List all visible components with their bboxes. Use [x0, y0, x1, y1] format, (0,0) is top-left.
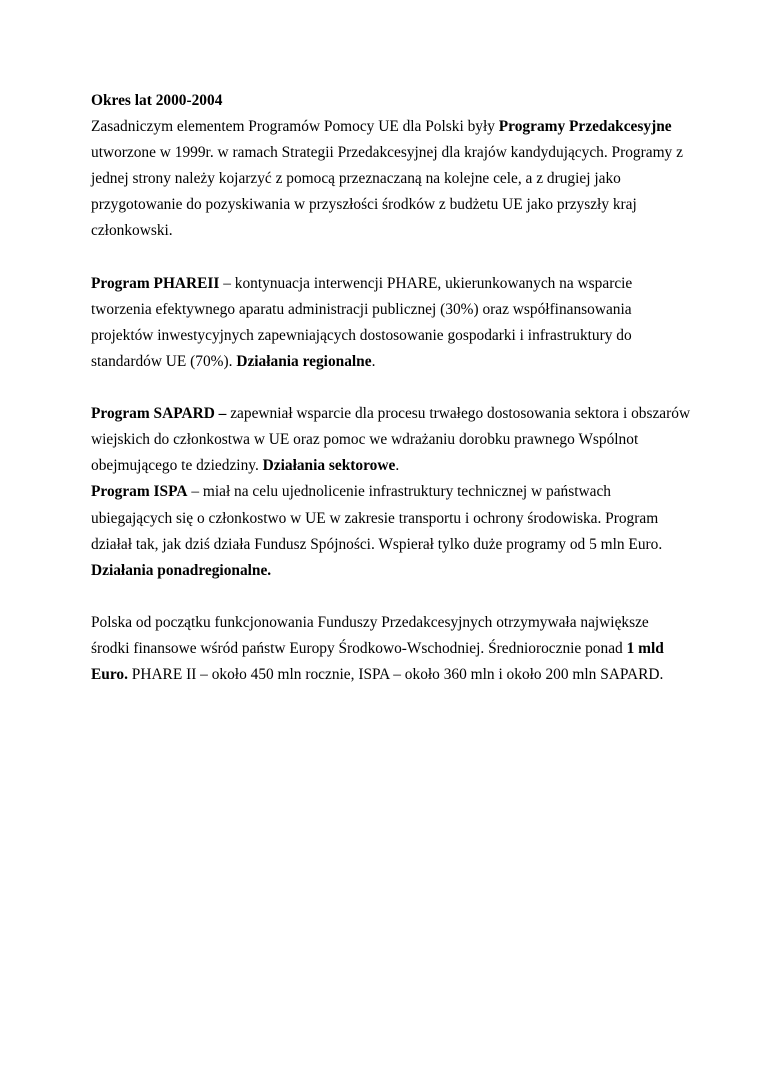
summary-bold-amount: 1 mld Euro. [91, 639, 664, 684]
phare-action: Działania regionalne [236, 352, 372, 370]
paragraph-spacer [91, 245, 691, 271]
intro-bold-programs: Programy Przedakcesyjne [498, 118, 672, 136]
ispa-title: Program ISPA [91, 483, 188, 501]
phare-title: Program PHAREII [91, 274, 220, 292]
intro-text-2: utworzone w 1999r. w ramach Strategii Przedakcesyjnej dla krajów kandydujących. Programy z jednej strony należy kojarzyć z pomocą przeznaczaną na kolejne cele, a z drugiej jako przygotowanie do pozyskiwania w przyszłości środków z budżetu UE jako przyszły kraj członkowski. [91, 144, 683, 240]
paragraph-spacer [91, 584, 691, 610]
sapard-paragraph [91, 401, 691, 479]
sapard-title: Program SAPARD – [91, 405, 227, 423]
section-heading [91, 88, 691, 114]
intro-paragraph [91, 114, 691, 244]
phare-text: – kontynuacja interwencji PHARE, ukierunkowanych na wsparcie tworzenia efektywnego aparatu administracji publicznej (30%) oraz współfinansowania projektów inwestycyjnych zapewniających dostosowanie gospodarki i infrastruktury do standardów UE (70%). [91, 274, 633, 370]
sapard-text: zapewniał wsparcie dla procesu trwałego dostosowania sektora i obszarów wiejskich do członkostwa w UE oraz pomoc we wdrażaniu dorobku prawnego Wspólnot obejmującego te dziedziny. [91, 405, 691, 475]
phare-end: . [371, 352, 376, 370]
ispa-action: Działania ponadregionalne. [91, 561, 272, 579]
summary-paragraph [91, 610, 691, 688]
section-heading-text: Okres lat 2000-2004 [91, 92, 223, 109]
ispa-paragraph [91, 479, 691, 583]
phare-paragraph [91, 271, 691, 375]
paragraph-spacer [91, 375, 691, 401]
summary-text-2: PHARE II – około 450 mln rocznie, ISPA – około 360 mln i około 200 mln SAPARD. [127, 666, 664, 684]
summary-text-1: Polska od początku funkcjonowania Funduszy Przedakcesyjnych otrzymywała największe środki finansowe wśród państw Europy Środkowo-Wschodniej. Średniorocznie ponad [91, 613, 649, 657]
document-body [91, 88, 691, 688]
sapard-end: . [395, 457, 400, 475]
intro-text-1: Zasadniczym elementem Programów Pomocy UE dla Polski były [91, 118, 499, 136]
ispa-text: – miał na celu ujednolicenie infrastruktury technicznej w państwach ubiegających się o członkostwo w UE w zakresie transportu i ochrony środowiska. Program działał tak, jak dziś działa Fundusz Spójności. Wspierał tylko duże programy od 5 mln Euro. [91, 483, 663, 553]
sapard-action: Działania sektorowe [262, 457, 396, 475]
